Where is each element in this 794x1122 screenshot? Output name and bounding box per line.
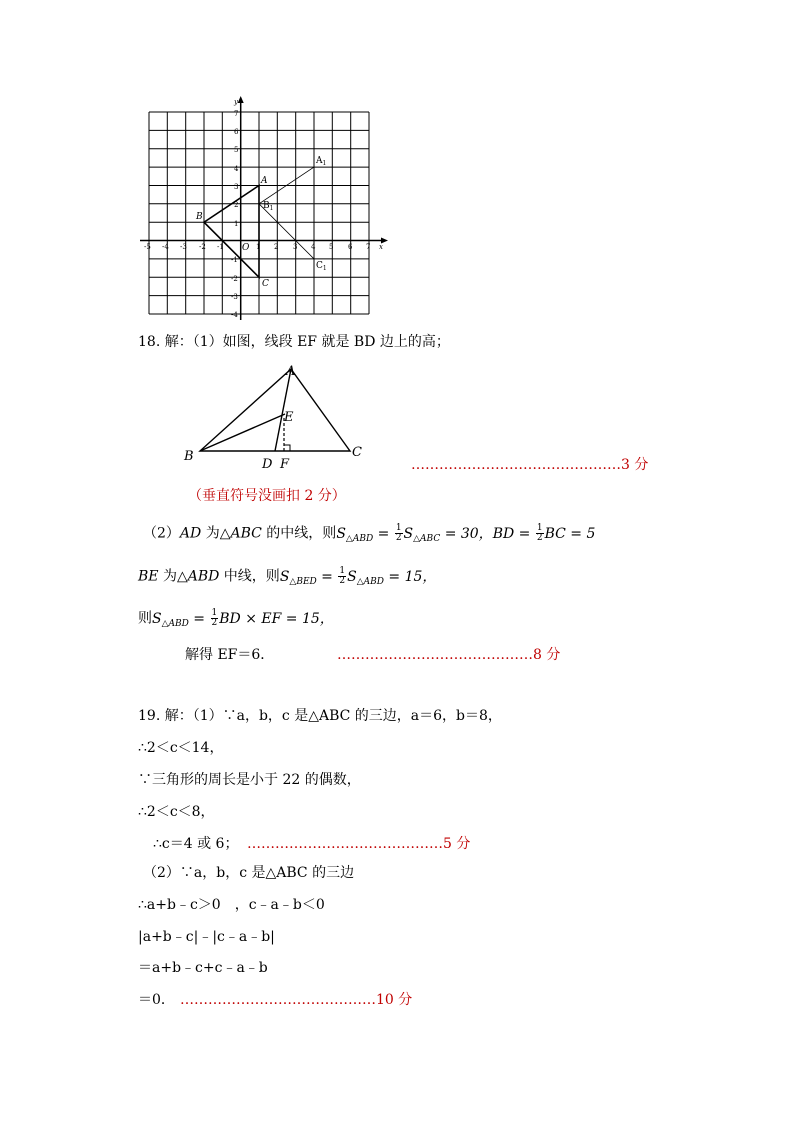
- x-axis-label: x: [379, 243, 383, 251]
- y-tick-label: 6: [234, 128, 239, 136]
- q19-line-9: ＝a+b﹣c+c﹣a﹣b: [138, 960, 268, 976]
- right-angle-mark: [284, 445, 290, 451]
- q18-header: 18. 解：（1）如图，线段 EF 就是 BD 边上的高；: [138, 334, 450, 350]
- segment-be: [200, 414, 285, 451]
- label-c: C: [352, 445, 362, 460]
- x-tick-label: 5: [329, 243, 334, 251]
- q19-score-1: ……………………………………5 分: [247, 836, 471, 852]
- q19-line-7: ∴a+b﹣c＞0 ，c﹣a﹣b＜0: [138, 897, 325, 913]
- y-tick-label: 1: [234, 220, 239, 228]
- origin-label: O: [242, 243, 250, 253]
- q19-line-8: |a+b﹣c|﹣|c﹣a﹣b|: [138, 929, 275, 945]
- y-tick-label: 7: [234, 110, 239, 118]
- point-label-b: B: [196, 212, 203, 222]
- q19-line-10: ＝0．: [138, 992, 175, 1008]
- y-tick-label: -2: [231, 275, 238, 283]
- q18-triangle-figure: [180, 360, 370, 472]
- q19-line-2: ∴2＜c＜14，: [138, 740, 224, 756]
- y-axis-label: y: [234, 98, 238, 106]
- point-label-a1: $A_1$: [316, 156, 327, 167]
- label-e: E: [284, 410, 294, 425]
- q18-deduction-note: （垂直符号没画扣 2 分）: [188, 488, 346, 504]
- x-tick-label: -3: [180, 243, 187, 251]
- point-label-c: C: [262, 279, 269, 289]
- q19-line-3: ∵三角形的周长是小于 22 的偶数，: [138, 772, 361, 788]
- x-tick-label: -1: [217, 243, 224, 251]
- x-tick-label: 2: [274, 243, 279, 251]
- q19-line-6: （2）∵a，b，c 是△ABC 的三边: [143, 865, 355, 881]
- y-tick-label: 2: [234, 201, 239, 209]
- y-tick-label: 5: [234, 146, 239, 154]
- label-a: A: [286, 364, 296, 379]
- x-tick-label: 6: [348, 243, 353, 251]
- y-tick-label: -1: [231, 256, 238, 264]
- q18-part2-line1: （2）AD 为△ABC 的中线，则$S_{\triangle ABD}$ = $\frac{1}{2}$ $S_{\triangle ABC} = 30$，BD = $\frac{1}{2}$ BC = 5: [143, 523, 596, 544]
- q19-score-2: ……………………………………10 分: [180, 992, 413, 1008]
- q18-part2-line2: BE 为△ABD 中线，则$S_{\triangle BED}$ = $\frac{1}{2}$ $S_{\triangle ABD} = 15$，: [138, 566, 437, 587]
- y-axis-arrow: [238, 96, 244, 103]
- y-tick-label: -3: [231, 293, 238, 301]
- q18-score-1: ………………………………………3 分: [411, 457, 649, 473]
- x-tick-label: 4: [311, 243, 316, 251]
- q19-line-4: ∴2＜c＜8，: [138, 804, 215, 820]
- q19-line-5: ∴c＝4 或 6；: [153, 836, 239, 852]
- point-label-c1: $C_1$: [316, 261, 327, 272]
- triangle-abc-outline: [200, 369, 350, 451]
- x-tick-label: 3: [293, 243, 298, 251]
- y-tick-label: 3: [234, 183, 239, 191]
- x-tick-label: 1: [256, 243, 261, 251]
- y-tick-label: 4: [234, 165, 239, 173]
- x-tick-label: 7: [366, 243, 371, 251]
- coordinate-grid-figure: [135, 92, 395, 322]
- point-label-a: A: [261, 176, 268, 186]
- x-tick-label: -4: [162, 243, 169, 251]
- q19-line-1: 19. 解：（1）∵a，b，c 是△ABC 的三边，a＝6，b＝8，: [138, 708, 502, 724]
- q18-part2-line3: 则$S_{\triangle ABD}$ = $\frac{1}{2}$ BD × EF = 15，: [138, 608, 334, 629]
- point-label-b1: $B_1$: [263, 201, 274, 212]
- q18-solve: 解得 EF＝6．: [185, 647, 275, 663]
- label-b: B: [184, 449, 194, 464]
- x-tick-label: -5: [144, 243, 151, 251]
- x-tick-label: -2: [199, 243, 206, 251]
- q18-score-2: ……………………………………8 分: [337, 647, 561, 663]
- label-f: F: [280, 457, 290, 472]
- label-d: D: [262, 457, 273, 472]
- y-tick-label: -4: [231, 311, 238, 319]
